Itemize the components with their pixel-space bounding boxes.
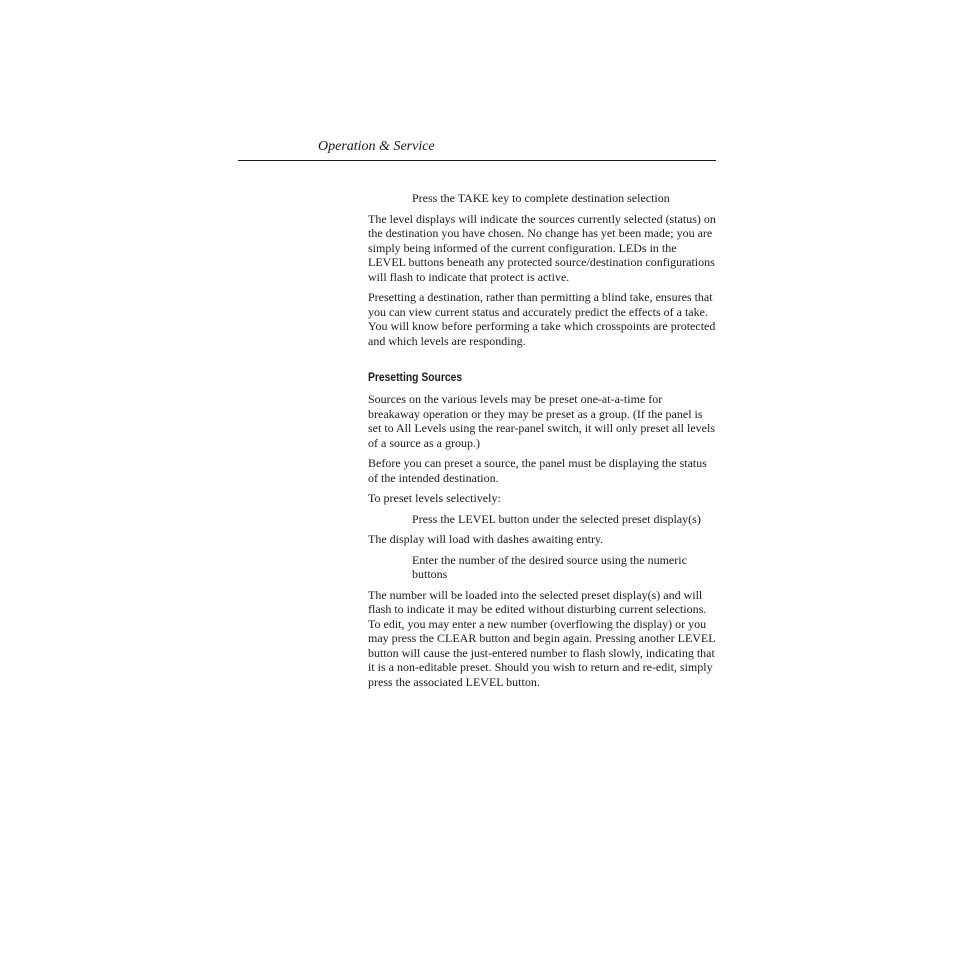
header-rule xyxy=(238,160,716,161)
paragraph-to-preset: To preset levels selectively: xyxy=(368,491,501,505)
step-press-level-button: Press the LEVEL button under the selected preset display(s) xyxy=(412,511,701,526)
paragraph-presetting-destination: Presetting a destination, rather than permitting a blind take, ensures that you can view current status and accurately predict the effects of a take. You will know before performing a take which crosspoints are protected and which levels are responding. xyxy=(368,290,716,348)
paragraph-number-loaded: The number will be loaded into the selected preset display(s) and will flash to indicate it may be edited without disturbing current selections. To edit, you may enter a new number (overflowing the display) or you may press the CLEAR button and begin again. Pressing another LEVEL button will cause the just-entered number to flash slowly, indicating that it is a non-editable preset. Should you wish to return and re-edit, simply press the associated LEVEL button. xyxy=(368,587,716,689)
running-header-title: Operation & Service xyxy=(318,139,435,154)
paragraph-before-preset: Before you can preset a source, the panel must be displaying the status of the intended destination. xyxy=(368,456,707,485)
step-press-take: Press the TAKE key to complete destination selection xyxy=(412,191,670,205)
paragraph-sources-levels: Sources on the various levels may be preset one-at-a-time for breakaway operation or they may be preset as a group. (If the panel is set to All Levels using the rear-panel switch, it will only preset all levels of a source as a group.) xyxy=(368,392,716,450)
page-body xyxy=(368,191,716,695)
paragraph-level-displays: The level displays will indicate the sources currently selected (status) on the destination you have chosen. No change has yet been made; you are simply being informed of the current configuration. LEDs in the LEVEL buttons beneath any protected source/destination configurations will flash to indicate that protect is active. xyxy=(368,211,716,284)
paragraph-display-dashes: The display will load with dashes awaiting entry. xyxy=(368,532,604,546)
step-enter-number: Enter the number of the desired source using the numeric buttons xyxy=(412,552,687,581)
section-heading-presetting-sources: Presetting Sources xyxy=(368,370,463,384)
